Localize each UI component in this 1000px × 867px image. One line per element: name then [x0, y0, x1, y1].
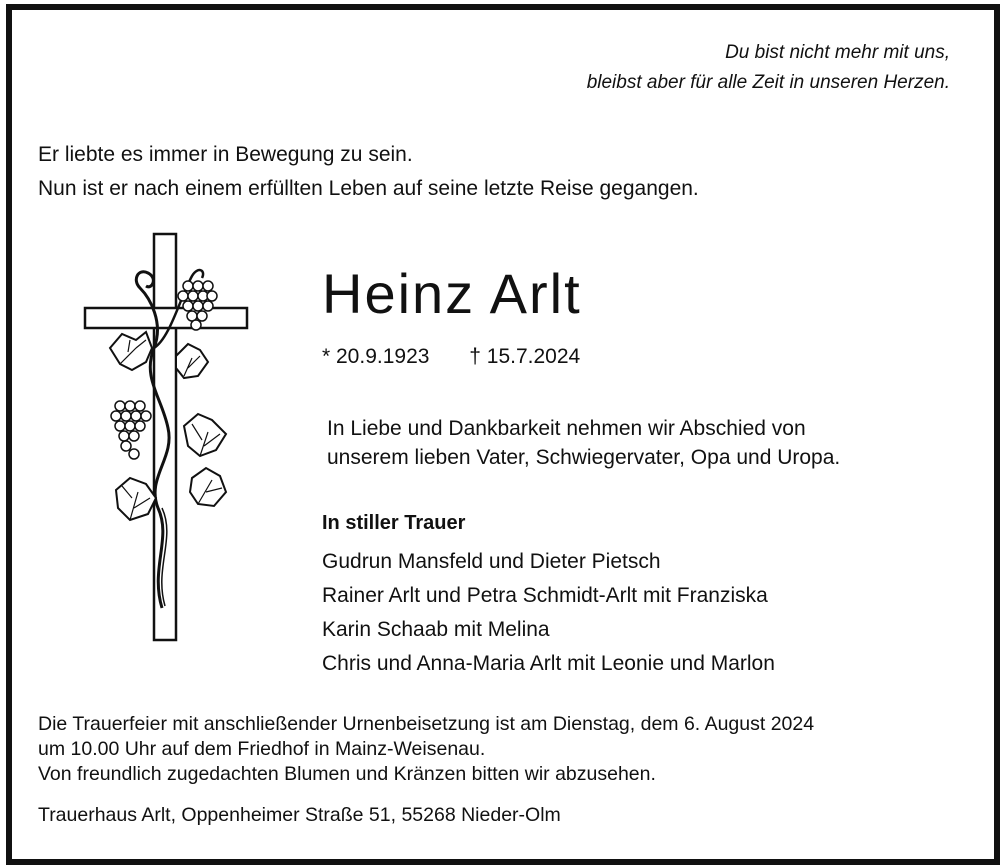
intro-line-2: Nun ist er nach einem erfüllten Leben auf seine letzte Reise gegangen. [38, 177, 699, 200]
mourner-name: Rainer Arlt und Petra Schmidt-Arlt mit Franziska [322, 584, 768, 607]
ceremony-line-1: Die Trauerfeier mit anschließender Urnenbeisetzung ist am Dienstag, dem 6. August 2024 [38, 713, 815, 735]
mourner-name: Gudrun Mansfeld und Dieter Pietsch [322, 550, 661, 573]
quote-line-2: bleibst aber für alle Zeit in unseren Herzen. [586, 72, 950, 93]
mourners-heading: In stiller Trauer [322, 512, 466, 534]
life-dates [322, 345, 580, 369]
memorial-quote [587, 38, 950, 98]
death-date: † 15.7.2024 [469, 345, 581, 368]
mourner-name: Karin Schaab mit Melina [322, 618, 550, 641]
quote-line-1: Du bist nicht mehr mit uns, [725, 42, 950, 63]
farewell-line-2: unserem lieben Vater, Schwiegervater, Opa und Uropa. [327, 446, 841, 469]
mourner-name: Chris und Anna-Maria Arlt mit Leonie und Marlon [322, 652, 775, 675]
intro-line-1: Er liebte es immer in Bewegung zu sein. [38, 143, 413, 166]
mourners-list [322, 545, 775, 681]
farewell-line-1: In Liebe und Dankbarkeit nehmen wir Abschied von [327, 417, 806, 440]
ceremony-line-3: Von freundlich zugedachten Blumen und Kränzen bitten wir abzusehen. [38, 763, 656, 785]
cross-with-grapevine-icon [80, 228, 260, 648]
mourning-house-address: Trauerhaus Arlt, Oppenheimer Straße 51, 55268 Nieder-Olm [38, 804, 561, 826]
birth-date: * 20.9.1923 [322, 345, 430, 368]
intro-text [38, 138, 699, 206]
ceremony-info [38, 712, 814, 787]
farewell-text [327, 414, 840, 472]
deceased-name: Heinz Arlt [322, 262, 582, 325]
ceremony-line-2: um 10.00 Uhr auf dem Friedhof in Mainz-Weisenau. [38, 738, 486, 760]
